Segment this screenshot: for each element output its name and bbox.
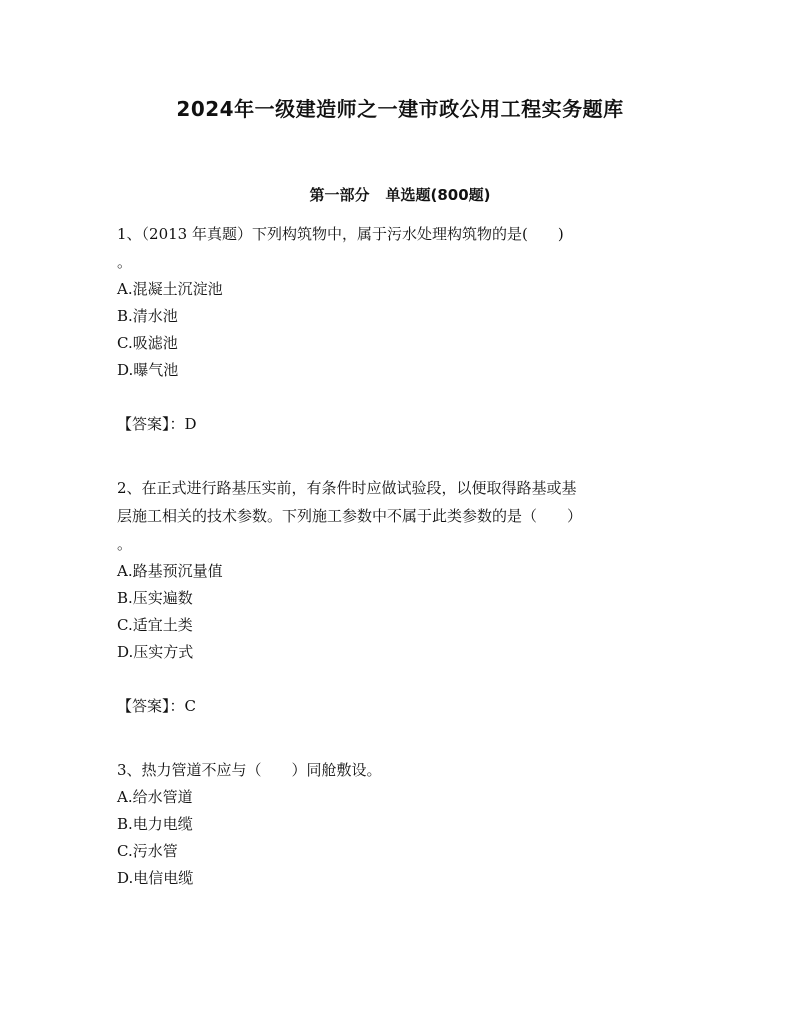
question-stem-line: 层施工相关的技术参数。下列施工参数中不属于此类参数的是（ ） xyxy=(117,507,583,525)
answer-line xyxy=(117,693,677,720)
question-stem-line: 3、热力管道不应与（ ）同舱敷设。 xyxy=(117,761,382,779)
answer-label: 【答案】： xyxy=(117,415,185,433)
section-heading xyxy=(0,184,800,206)
option-c: C.污水管 xyxy=(117,842,178,860)
question-2 xyxy=(117,474,677,720)
question-stem-line: 1、（2013 年真题）下列构筑物中，属于污水处理构筑物的是( ) xyxy=(117,225,564,243)
option-d: D.压实方式 xyxy=(117,643,194,661)
option-b: B.清水池 xyxy=(117,307,178,325)
question-stem-line: 2、在正式进行路基压实前，有条件时应做试验段，以便取得路基或基 xyxy=(117,479,577,497)
option-d: D.曝气池 xyxy=(117,361,179,379)
question-1 xyxy=(117,220,677,438)
option-a: A.混凝土沉淀池 xyxy=(117,280,223,298)
option-b: B.压实遍数 xyxy=(117,589,193,607)
option-a: A.给水管道 xyxy=(117,788,193,806)
section-part: 第一部分 xyxy=(309,186,370,204)
section-type: 单选题(800题) xyxy=(385,186,491,204)
option-d: D.电信电缆 xyxy=(117,869,194,887)
answer-value: D xyxy=(184,415,197,433)
question-stem-line: 。 xyxy=(117,535,133,553)
question-3 xyxy=(117,756,677,892)
option-a: A.路基预沉量值 xyxy=(117,562,223,580)
option-b: B.电力电缆 xyxy=(117,815,193,833)
answer-line xyxy=(117,411,677,438)
question-stem-line: 。 xyxy=(117,253,133,271)
option-c: C.吸滤池 xyxy=(117,334,178,352)
answer-value: C xyxy=(184,697,196,715)
option-c: C.适宜土类 xyxy=(117,616,193,634)
question-list xyxy=(117,220,677,892)
answer-label: 【答案】： xyxy=(117,697,185,715)
document-title: 2024年一级建造师之一建市政公用工程实务题库 xyxy=(176,97,624,121)
